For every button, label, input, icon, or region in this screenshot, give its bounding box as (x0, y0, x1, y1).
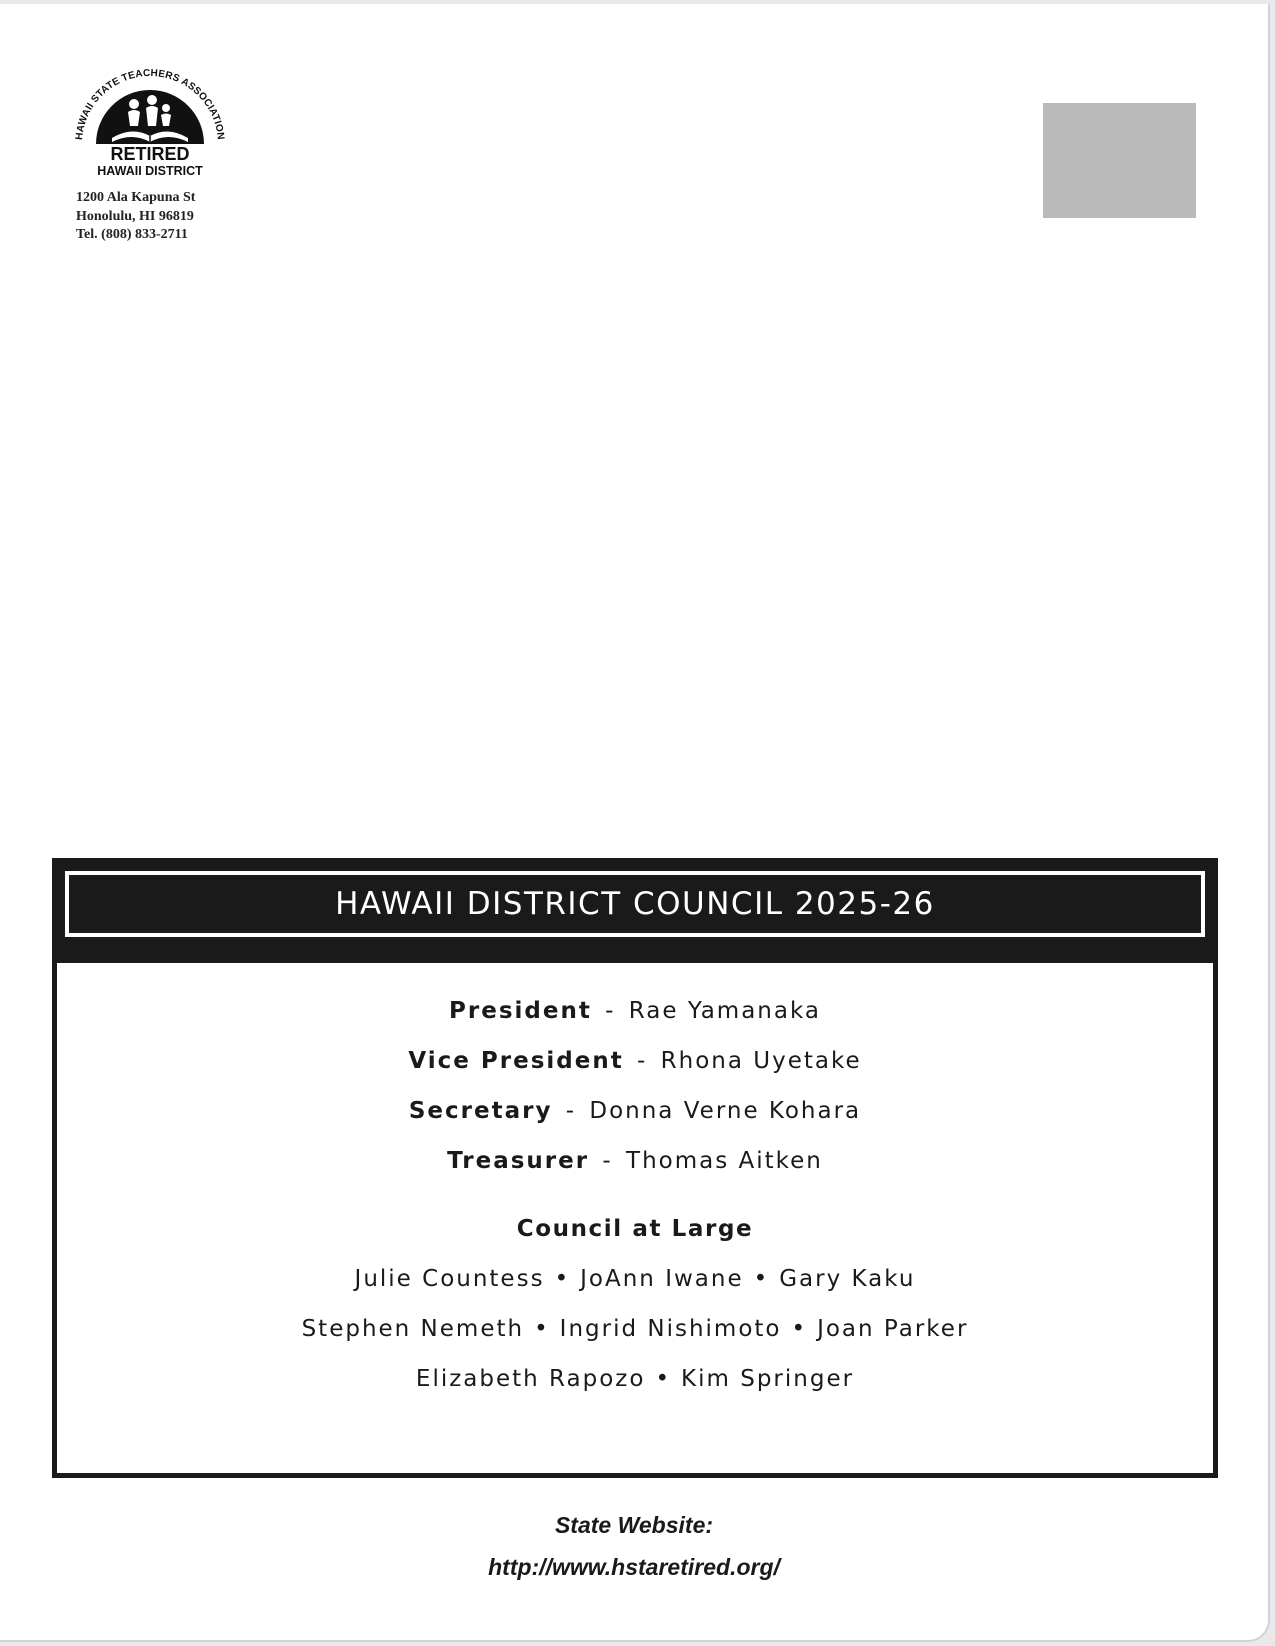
council-title: HAWAII DISTRICT COUNCIL 2025-26 (335, 886, 935, 922)
officer-separator: - (565, 1098, 577, 1124)
member-name: Joan Parker (817, 1316, 969, 1342)
officer-role: Treasurer (447, 1148, 590, 1174)
council-at-large-heading: Council at Large (516, 1216, 754, 1242)
at-large-line-1 (57, 1266, 1213, 1292)
hsta-retired-logo (68, 64, 232, 148)
bullet-separator: • (534, 1316, 550, 1342)
member-name: Stephen Nemeth (301, 1316, 525, 1342)
state-website-label: State Website: (554, 1512, 714, 1538)
svg-text:HAWAII STATE TEACHERS ASSOCIAT: HAWAII STATE TEACHERS ASSOCIATION (74, 67, 226, 141)
member-name: Ingrid Nishimoto (559, 1316, 782, 1342)
officer-role: Vice President (408, 1048, 624, 1074)
member-name: JoAnn Iwane (580, 1266, 744, 1292)
mailer-back-page (0, 4, 1270, 1642)
council-header-band (52, 858, 1218, 960)
return-address (76, 189, 195, 245)
bullet-separator: • (554, 1266, 571, 1292)
member-name: Gary Kaku (779, 1266, 916, 1292)
officer-name: Rae Yamanaka (628, 998, 821, 1024)
officer-name: Rhona Uyetake (660, 1048, 862, 1074)
officer-line-secretary (57, 1098, 1213, 1124)
logo-district-text: HAWAII DISTRICT (97, 164, 203, 178)
address-city-state-zip: Honolulu, HI 96819 (76, 208, 194, 224)
logo-emblem-graphic (68, 64, 232, 148)
officer-line-vice-president (57, 1048, 1213, 1074)
officer-separator: - (605, 998, 616, 1024)
address-phone: Tel. (808) 833-2711 (76, 227, 188, 242)
bullet-separator: • (791, 1316, 808, 1342)
officer-line-president (57, 998, 1213, 1024)
officer-role: Secretary (408, 1098, 553, 1124)
member-name: Julie Countess (354, 1266, 545, 1292)
council-header-frame (65, 871, 1205, 937)
officer-name: Donna Verne Kohara (589, 1098, 862, 1124)
bullet-separator: • (753, 1266, 770, 1292)
officer-separator: - (602, 1148, 613, 1174)
officer-name: Thomas Aitken (626, 1148, 823, 1174)
officer-role: President (449, 998, 592, 1024)
district-council-box (52, 858, 1218, 1478)
logo-retired-text: RETIRED (110, 144, 190, 164)
at-large-line-2 (57, 1316, 1213, 1342)
member-name: Kim Springer (681, 1366, 855, 1392)
postage-placeholder (1043, 103, 1196, 218)
officer-separator: - (637, 1048, 648, 1074)
officer-line-treasurer (57, 1148, 1213, 1174)
member-name: Elizabeth Rapozo (415, 1366, 646, 1392)
at-large-line-3 (57, 1366, 1213, 1392)
council-body (52, 958, 1218, 1478)
bullet-separator: • (655, 1366, 672, 1392)
address-street: 1200 Ala Kapuna St (76, 190, 196, 205)
state-website-url[interactable]: http://www.hstaretired.org/ (488, 1554, 780, 1580)
